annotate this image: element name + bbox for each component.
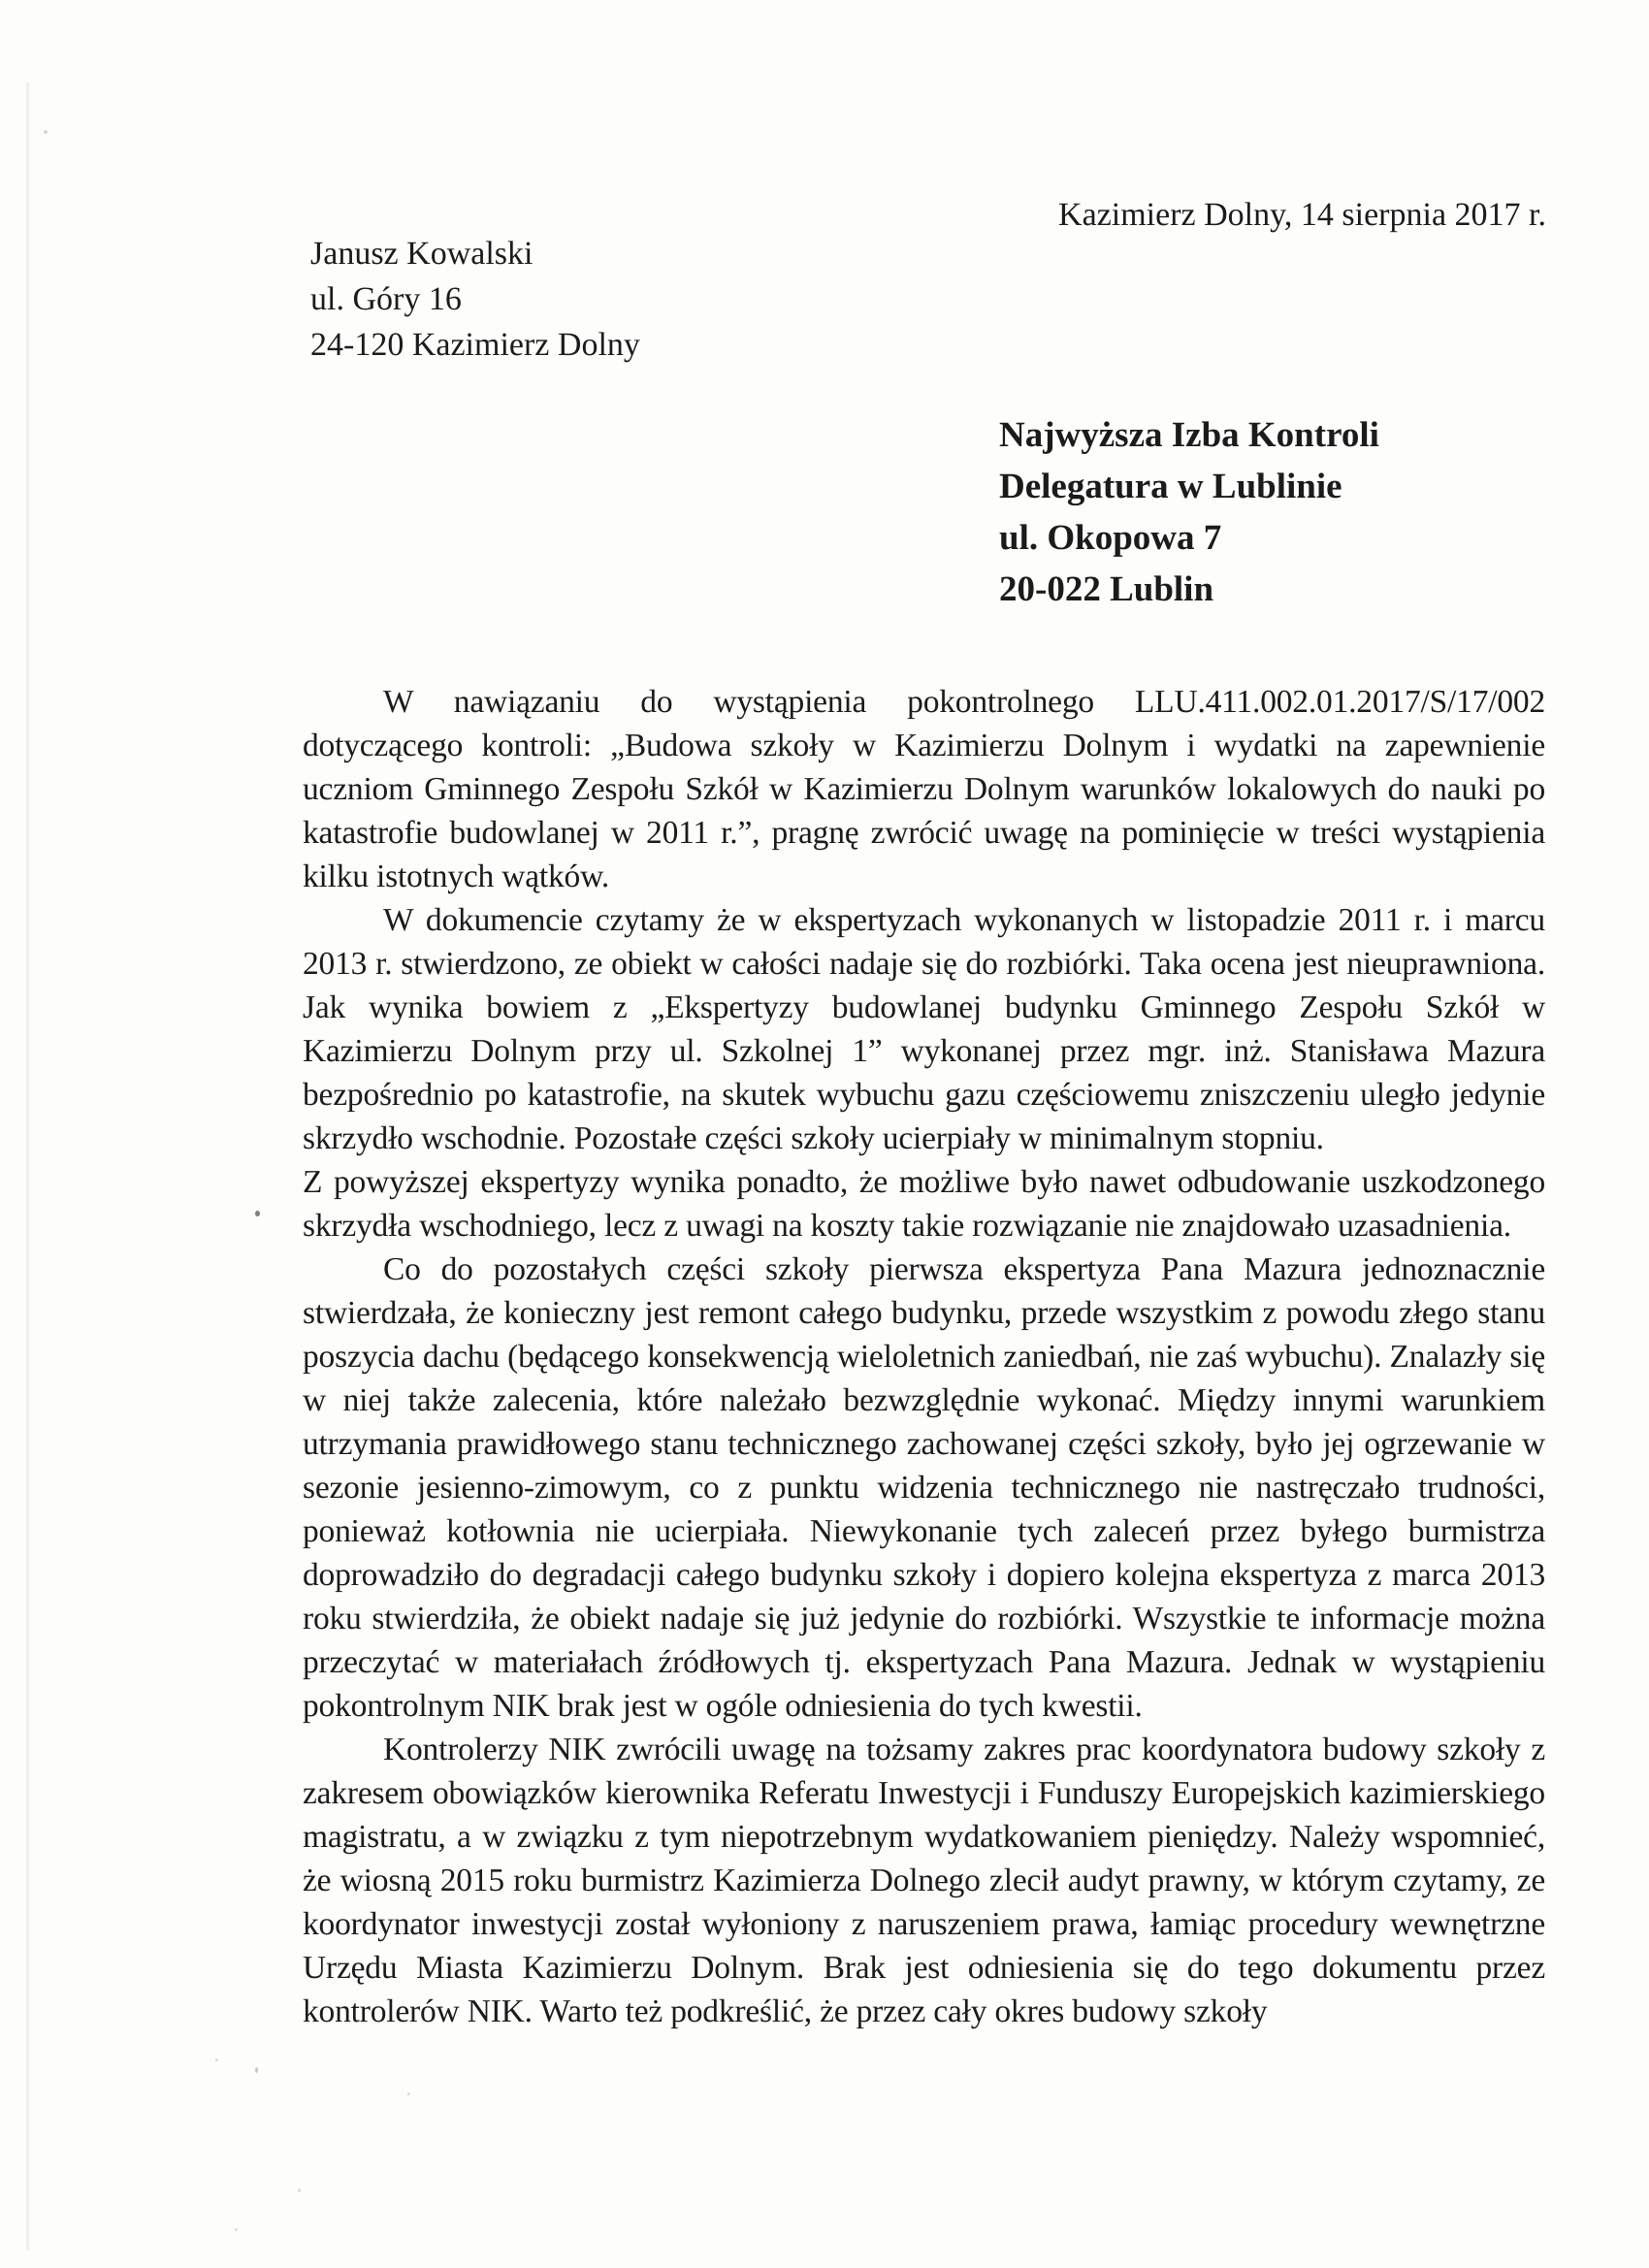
scan-speck (255, 1211, 260, 1216)
recipient-street: ul. Okopowa 7 (999, 518, 1222, 558)
sender-city: 24-120 Kazimierz Dolny (310, 327, 640, 363)
dateline: Kazimierz Dolny, 14 sierpnia 2017 r. (1058, 197, 1546, 233)
sender-address-block (310, 231, 640, 368)
scan-speck (255, 2067, 258, 2073)
scan-edge-artifact (26, 82, 29, 2251)
sender-name: Janusz Kowalski (310, 236, 534, 272)
paragraph-4: Co do pozostałych części szkoły pierwsza ekspertyza Pana Mazura jednoznacznie stwierdzała, że konieczny jest remont całego budynku, przede wszystkim z powodu złego stanu poszycia dachu (będącego konsekwencją wieloletnich zaniedbań, nie zaś wybuchu). Znalazły się w niej także zalecenia, które należało bezwzględnie wykonać. Między innymi warunkiem utrzymania prawidłowego stanu technicznego zachowanej części szkoły, było jej ogrzewanie w sezonie jesienno-zimowym, co z punktu widzenia technicznego nie nastręczało trudności, ponieważ kotłownia nie ucierpiała. Niewykonanie tych zaleceń przez byłego burmistrza doprowadziło do degradacji całego budynku szkoły i dopiero kolejna ekspertyza z marca 2013 roku stwierdziła, że obiekt nadaje się już jedynie do rozbiórki. Wszystkie te informacje można przeczytać w materiałach źródłowych tj. ekspertyzach Pana Mazura. Jednak w wystąpieniu pokontrolnym NIK brak jest w ogóle odniesienia do tych kwestii. (303, 1251, 1545, 1724)
recipient-unit: Delegatura w Lublinie (999, 467, 1342, 506)
recipient-name: Najwyższa Izba Kontroli (999, 415, 1379, 455)
scan-speck (215, 2058, 218, 2061)
scan-speck (44, 130, 48, 134)
paragraph-3: Z powyższej ekspertyzy wynika ponadto, że możliwe było nawet odbudowanie uszkodzonego skrzydła wschodniego, lecz z uwagi na koszty takie rozwiązanie nie znajdowało uzasadnienia. (303, 1164, 1545, 1244)
letter-body (303, 680, 1545, 2033)
paragraph-2: W dokumencie czytamy że w ekspertyzach wykonanych w listopadzie 2011 r. i marcu 2013 r. stwierdzono, ze obiekt w całości nadaje się do rozbiórki. Taka ocena jest nieuprawniona. Jak wynika bowiem z „Ekspertyzy budowlanej budynku Gminnego Zespołu Szkół w Kazimierzu Dolnym przy ul. Szkolnej 1” wykonanej przez mgr. inż. Stanisława Mazura bezpośrednio po katastrofie, na skutek wybuchu gazu częściowemu zniszczeniu uległo jedynie skrzydło wschodnie. Pozostałe części szkoły ucierpiały w minimalnym stopniu. (303, 902, 1545, 1156)
scan-speck (235, 2228, 238, 2231)
scan-speck (407, 2092, 410, 2095)
recipient-city: 20-022 Lublin (999, 569, 1214, 609)
paragraph-1: W nawiązaniu do wystąpienia pokontrolnego LLU.411.002.01.2017/S/17/002 dotyczącego kontroli: „Budowa szkoły w Kazimierzu Dolnym i wydatki na zapewnienie uczniom Gminnego Zespołu Szkół w Kazimierzu Dolnym warunków lokalowych do nauki po katastrofie budowlanej w 2011 r.”, pragnę zwrócić uwagę na pominięcie w treści wystąpienia kilku istotnych wątków. (303, 684, 1545, 894)
paragraph-5: Kontrolerzy NIK zwrócili uwagę na tożsamy zakres prac koordynatora budowy szkoły z zakresem obowiązków kierownika Referatu Inwestycji i Funduszy Europejskich kazimierskiego magistratu, a w związku z tym niepotrzebnym wydatkowaniem pieniędzy. Należy wspomnieć, że wiosną 2015 roku burmistrz Kazimierza Dolnego zlecił audyt prawny, w którym czytamy, ze koordynator inwestycji został wyłoniony z naruszeniem prawa, łamiąc procedury wewnętrzne Urzędu Miasta Kazimierzu Dolnym. Brak jest odniesienia się do tego dokumentu przez kontrolerów NIK. Warto też podkreślić, że przez cały okres budowy szkoły (303, 1732, 1545, 2029)
scan-speck (298, 2188, 301, 2192)
sender-street: ul. Góry 16 (310, 281, 462, 317)
recipient-address-block (999, 409, 1379, 615)
